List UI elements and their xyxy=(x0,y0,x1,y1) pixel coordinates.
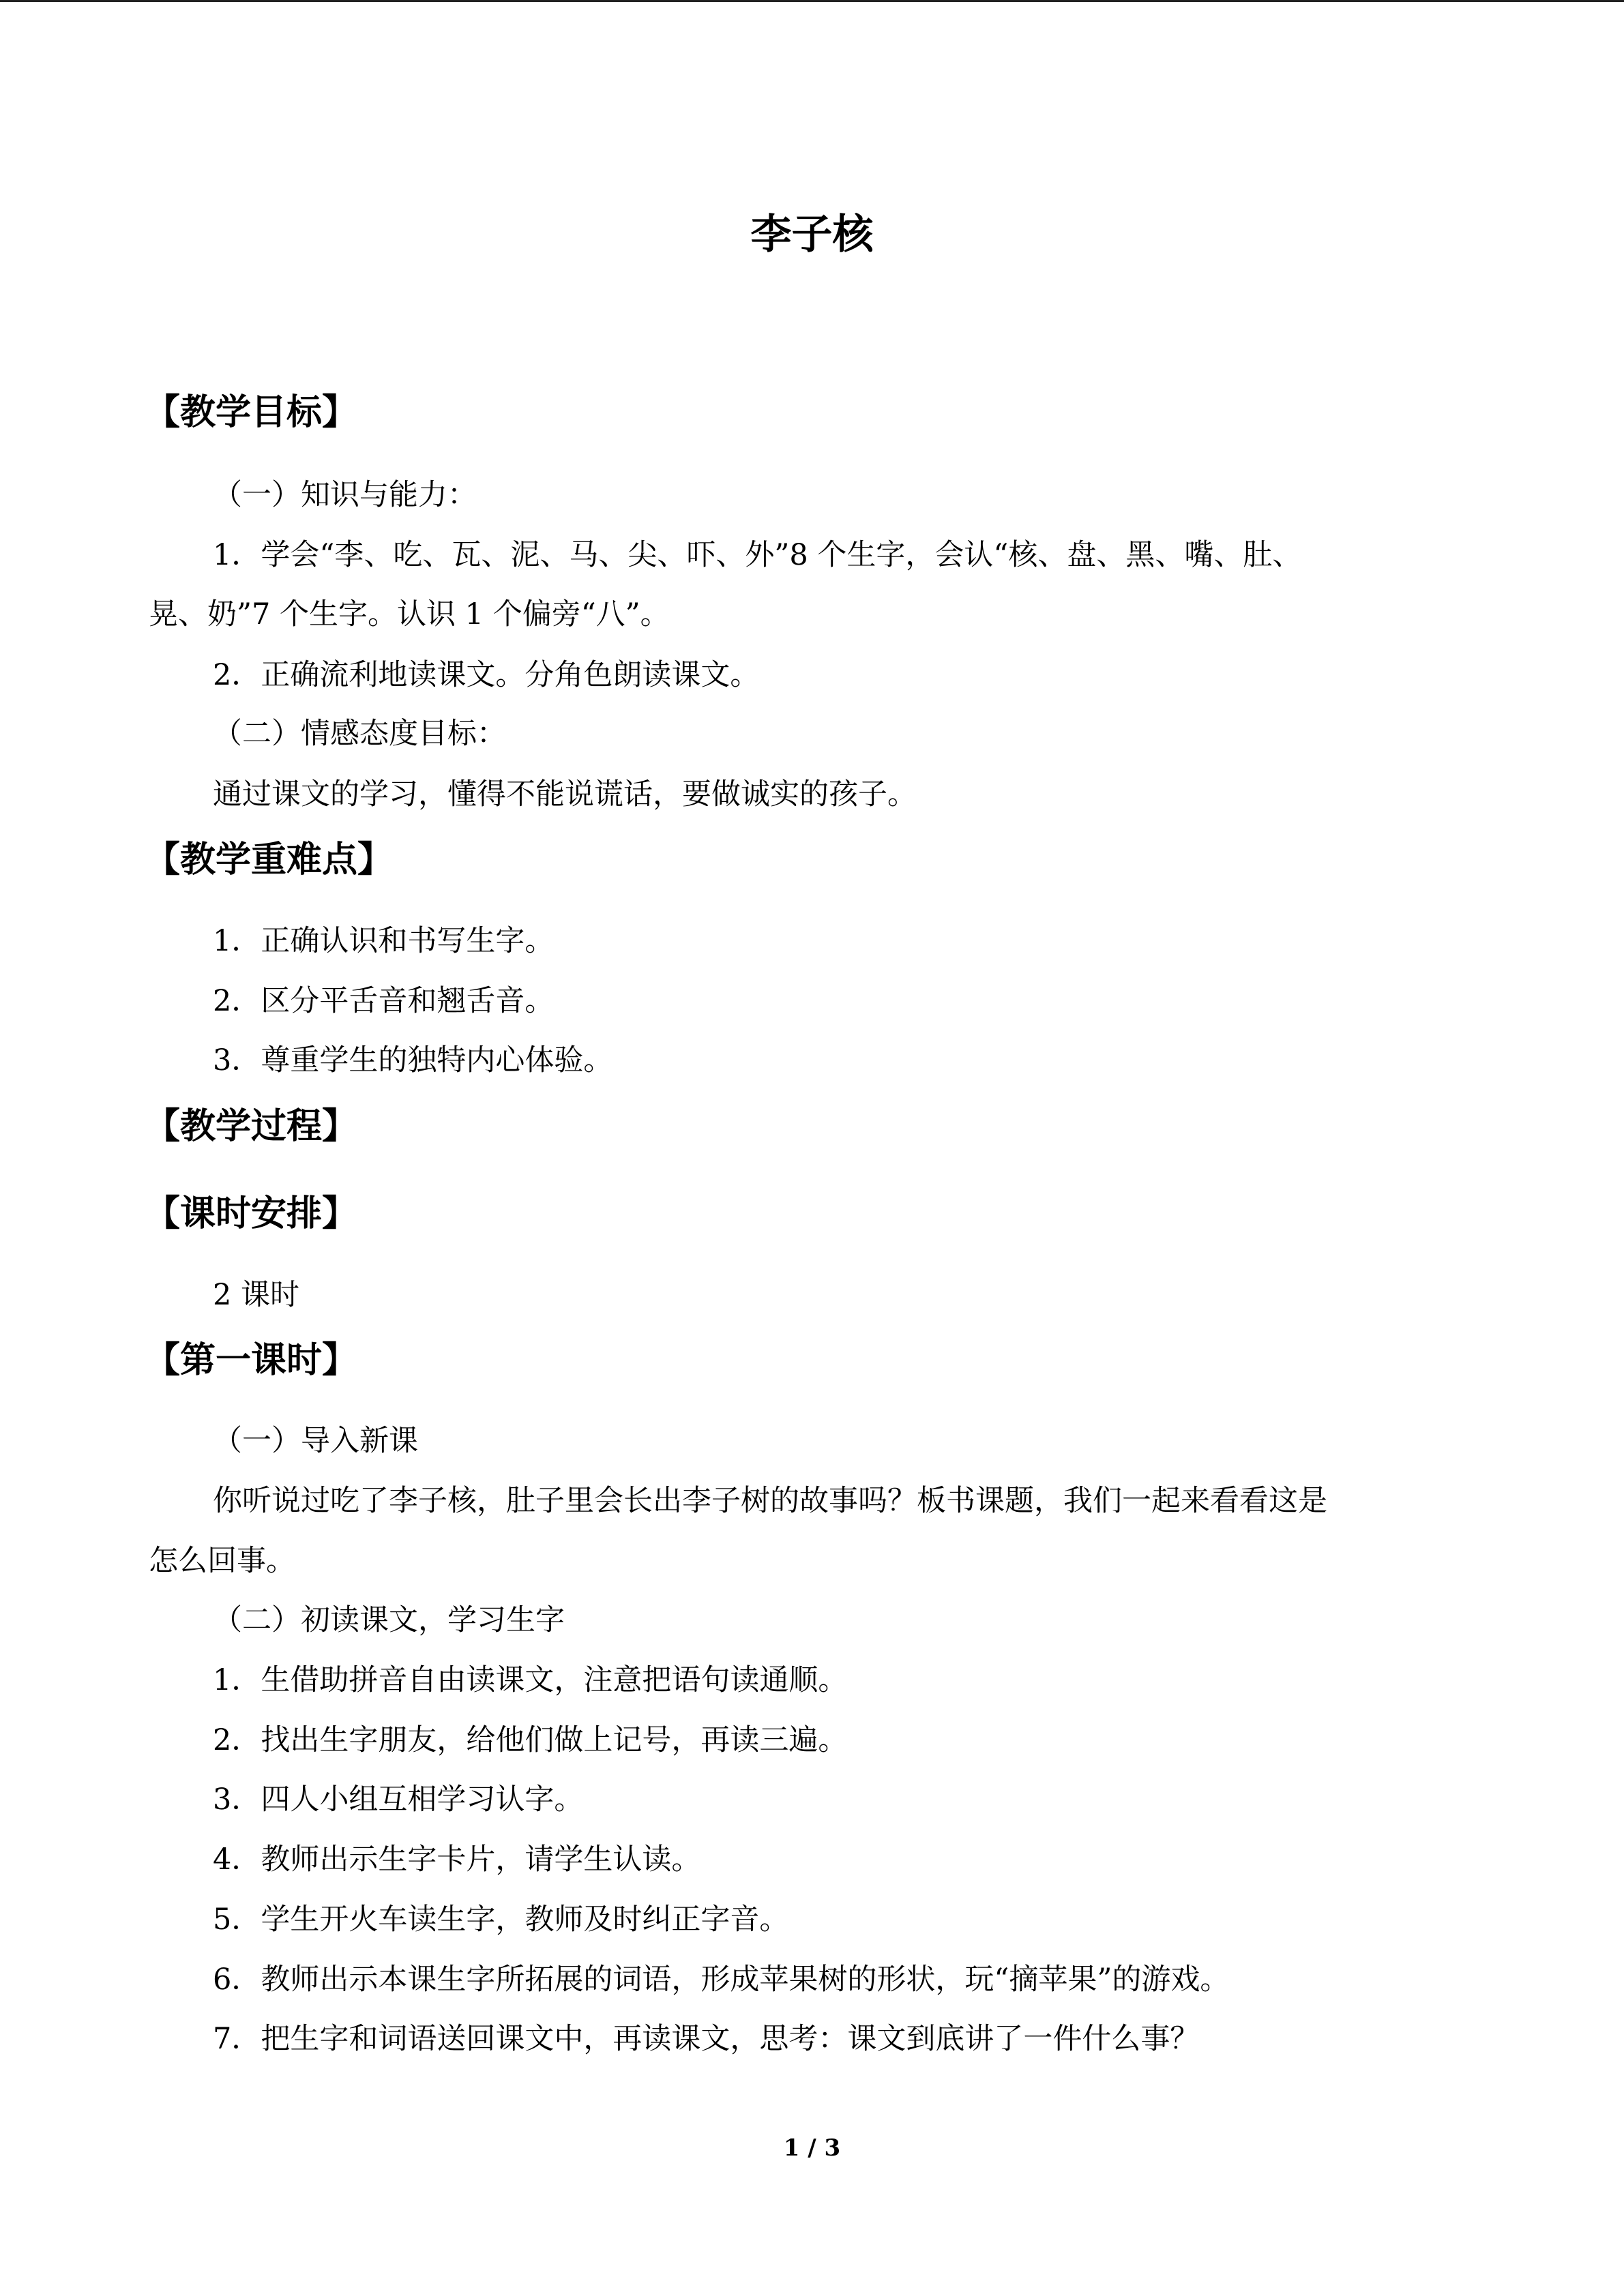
schedule-value: 2 课时 xyxy=(213,1278,300,1312)
section-heading-lesson1: 【第一课时】 xyxy=(145,1340,358,1381)
lesson1-intro-line-1: 你听说过吃了李子核，肚子里会长出李子树的故事吗？板书课题，我们一起来看看这是 xyxy=(213,1484,1327,1518)
lesson1-step-2: 2．找出生字朋友，给他们做上记号，再读三遍。 xyxy=(213,1723,848,1757)
section-heading-goals: 【教学目标】 xyxy=(145,392,358,433)
section-heading-schedule: 【课时安排】 xyxy=(145,1193,358,1234)
lesson1-step-4: 4．教师出示生字卡片，请学生认读。 xyxy=(213,1843,701,1877)
goals-item-2: 2．正确流利地读课文。分角色朗读课文。 xyxy=(213,658,760,692)
keypoint-item-2: 2．区分平舌音和翘舌音。 xyxy=(213,984,555,1018)
lesson1-step-6: 6．教师出示本课生字所拓展的词语，形成苹果树的形状，玩“摘苹果”的游戏。 xyxy=(213,1963,1230,1997)
keypoint-item-1: 1．正确认识和书写生字。 xyxy=(213,924,555,958)
lesson1-step-5: 5．学生开火车读生字，教师及时纠正字音。 xyxy=(213,1903,789,1937)
lesson1-step-7: 7．把生字和词语送回课文中，再读课文，思考：课文到底讲了一件什么事？ xyxy=(213,2022,1200,2056)
section-heading-process: 【教学过程】 xyxy=(145,1106,358,1147)
goals-subheading-knowledge: （一）知识与能力： xyxy=(213,478,477,512)
lesson1-step-1: 1．生借助拼音自由读课文，注意把语句读通顺。 xyxy=(213,1663,848,1697)
goals-subheading-emotion: （二）情感态度目标： xyxy=(213,717,506,751)
keypoint-item-3: 3．尊重学生的独特内心体验。 xyxy=(213,1043,613,1077)
lesson1-step-3: 3．四人小组互相学习认字。 xyxy=(213,1783,584,1817)
lesson1-subheading-intro: （一）导入新课 xyxy=(213,1424,418,1458)
goals-item-1-line-2: 晃、奶”7 个生字。认识 1 个偏旁“八”。 xyxy=(149,597,670,631)
goals-item-1-line-1: 1．学会“李、吃、瓦、泥、马、尖、吓、外”8 个生字，会认“核、盘、黑、嘴、肚、 xyxy=(213,538,1302,572)
goals-emotion-text: 通过课文的学习，懂得不能说谎话，要做诚实的孩子。 xyxy=(213,777,917,811)
top-border-line xyxy=(0,0,1624,2)
page-number: 1 / 3 xyxy=(783,2134,841,2162)
lesson1-subheading-reading: （二）初读课文，学习生字 xyxy=(213,1603,565,1637)
section-heading-keypoints: 【教学重难点】 xyxy=(145,839,394,880)
lesson1-intro-line-2: 怎么回事。 xyxy=(149,1544,295,1578)
document-title: 李子核 xyxy=(750,211,874,258)
